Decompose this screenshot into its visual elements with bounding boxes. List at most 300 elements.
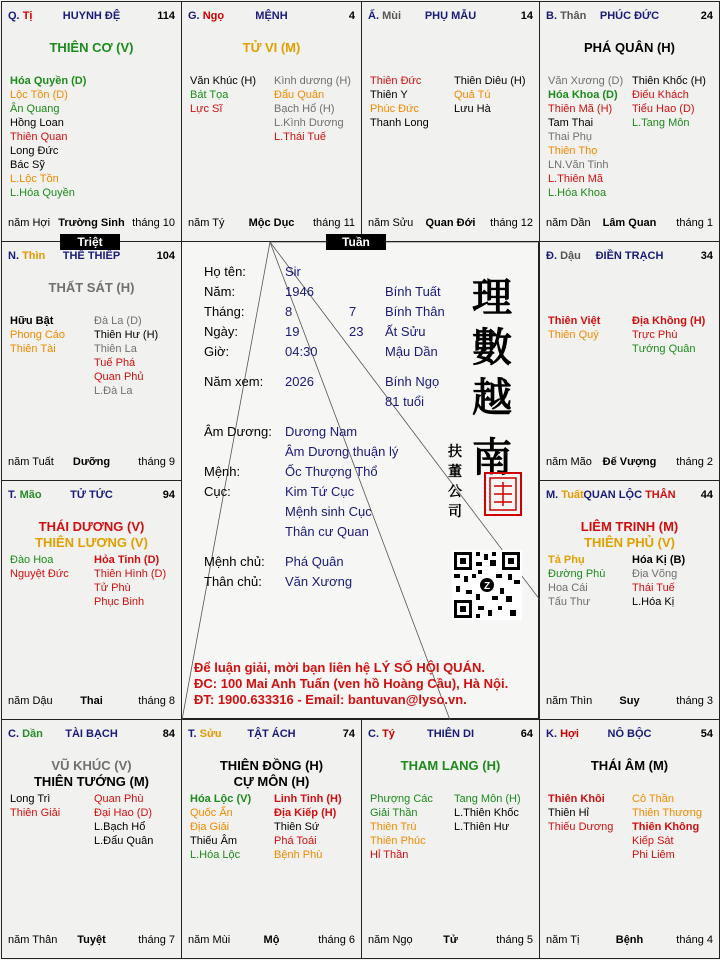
footer-stage: Tuyệt xyxy=(77,934,106,946)
palace-title: HUYNH ĐỆ xyxy=(62,10,121,22)
left-star-column xyxy=(370,74,456,130)
month-lunar: 7 xyxy=(349,304,357,319)
main-stars xyxy=(2,758,181,790)
minor-star: L.Hóa Khoa xyxy=(548,187,607,199)
minor-star: Phượng Các xyxy=(370,793,433,805)
month-can-chi: Bính Thân xyxy=(385,304,445,319)
main-star: THIÊN ĐỒNG (H) xyxy=(219,758,324,773)
palace-title: THẾ THIẾP xyxy=(62,250,121,262)
contact-line-2: ĐC: 100 Mai Anh Tuấn (ven hồ Hoàng Cầu), Hà Nội. xyxy=(194,676,509,691)
minor-star: Thiên Việt xyxy=(548,315,601,327)
right-star-column xyxy=(632,553,720,609)
year-can-chi: Bính Tuất xyxy=(385,284,441,299)
minor-star: L.Thiên Khốc xyxy=(454,807,519,819)
minor-star: Long Trì xyxy=(10,793,51,805)
than-chu-label: Thân chủ: xyxy=(204,574,262,589)
palace-header xyxy=(546,728,713,744)
minor-star: Tấu Thư xyxy=(548,596,591,608)
footer-year: năm Hợi xyxy=(8,217,51,229)
left-star-column xyxy=(548,553,634,609)
branch-element: Sửu xyxy=(199,728,222,740)
left-star-column xyxy=(370,792,456,862)
left-star-column xyxy=(10,74,96,200)
right-star-column xyxy=(632,792,720,862)
palace-header xyxy=(8,10,175,26)
palace-header xyxy=(546,250,713,266)
seal-glyph xyxy=(486,474,520,514)
minor-star: L.Bạch Hổ xyxy=(94,821,146,833)
main-stars xyxy=(540,40,719,56)
minor-star: Đường Phù xyxy=(548,568,606,580)
calligraphy-char-4: 南 xyxy=(472,434,512,481)
footer-year: năm Thân xyxy=(8,934,58,946)
left-star-column xyxy=(190,74,276,116)
minor-star: Hỏa Tinh (D) xyxy=(94,554,160,566)
palace-title: PHỤ MẪU xyxy=(424,10,477,22)
right-star-column xyxy=(454,74,540,116)
minor-star: Bạch Hổ (H) xyxy=(274,103,335,115)
palace-cell-mao[interactable] xyxy=(1,480,182,720)
minor-star: Phi Liêm xyxy=(632,849,675,861)
palace-age-number: 84 xyxy=(162,728,175,740)
palace-name xyxy=(546,489,713,501)
palace-age-number: 24 xyxy=(700,10,713,22)
footer-month: tháng 5 xyxy=(496,934,533,946)
minor-star: Hóa Lộc (V) xyxy=(190,793,252,805)
left-star-column xyxy=(10,553,96,581)
palace-footer xyxy=(8,456,175,470)
footer-month: tháng 2 xyxy=(676,456,713,468)
day-label: Ngày: xyxy=(204,324,238,339)
branch-element: Hợi xyxy=(560,728,579,740)
palace-cell-dau[interactable] xyxy=(539,241,720,481)
palace-title: NÔ BỘC xyxy=(607,728,652,740)
minor-star: Phúc Đức xyxy=(370,103,419,115)
minor-star: Hoa Cái xyxy=(548,582,588,594)
minor-star: Hóa Quyền (D) xyxy=(10,75,87,87)
palace-header xyxy=(546,489,713,505)
minor-star: Thiên Tài xyxy=(10,343,56,355)
minor-star: Linh Tinh (H) xyxy=(274,793,342,805)
minor-star: Thiên Diêu (H) xyxy=(454,75,526,87)
minor-star: L.Hóa Lộc xyxy=(190,849,241,861)
palace-name xyxy=(8,728,175,740)
minor-star: Hồng Loan xyxy=(10,117,64,129)
palace-age-number: 114 xyxy=(157,10,175,22)
minor-star: Bệnh Phù xyxy=(274,849,323,861)
main-star: THIÊN PHỦ (V) xyxy=(584,535,675,550)
age-value: 81 tuổi xyxy=(385,394,425,409)
calligraphy-char-1: 理 xyxy=(472,274,512,321)
day-can-chi: Ất Sửu xyxy=(385,324,426,339)
palace-header xyxy=(8,728,175,744)
main-star: THIÊN CƠ (V) xyxy=(49,40,134,55)
minor-star: Bát Tọa xyxy=(190,89,229,101)
minor-star: L.Thiên Mã xyxy=(548,173,604,185)
footer-month: tháng 1 xyxy=(676,217,713,229)
branch-prefix: Ấ. xyxy=(368,10,379,22)
minor-star: Văn Khúc (H) xyxy=(190,75,257,87)
main-star: THÁI ÂM (M) xyxy=(590,758,669,773)
side-char-1: 扶 xyxy=(448,444,462,460)
minor-star: Văn Xương (D) xyxy=(548,75,624,87)
minor-star: Thiên Khôi xyxy=(548,793,605,805)
palace-name xyxy=(8,10,175,22)
palace-footer xyxy=(546,456,713,470)
left-star-column xyxy=(548,314,634,342)
side-char-3: 公 xyxy=(448,484,462,500)
triet-tag: Triệt xyxy=(60,234,120,250)
menh-label: Mệnh: xyxy=(204,464,241,479)
minor-star: L.Lộc Tồn xyxy=(10,173,59,185)
minor-star: Tả Phụ xyxy=(548,554,585,566)
footer-year: năm Dậu xyxy=(8,695,53,707)
minor-star: L.Hóa Kị xyxy=(632,596,675,608)
main-star: TỬ VI (M) xyxy=(242,40,301,55)
main-stars xyxy=(540,519,719,551)
branch-prefix: N. xyxy=(8,250,19,262)
calligraphy-char-2: 數 xyxy=(472,324,512,371)
minor-star: Kiếp Sát xyxy=(632,835,674,847)
minor-star: Thiên Hỉ xyxy=(548,807,589,819)
svg-text:Z: Z xyxy=(483,581,491,592)
footer-stage: Quan Đới xyxy=(425,217,476,229)
footer-stage: Mộc Dục xyxy=(248,217,295,229)
palace-title: ĐIỀN TRẠCH xyxy=(595,250,664,262)
minor-star: Thiên Giải xyxy=(10,807,61,819)
branch-element: Tý xyxy=(382,728,395,740)
branch-prefix: Đ. xyxy=(546,250,557,262)
footer-stage: Trường Sinh xyxy=(58,217,125,229)
minor-star: Tang Môn (H) xyxy=(454,793,521,805)
branch-prefix: Q. xyxy=(8,10,20,22)
minor-star: L.Hóa Quyền xyxy=(10,187,75,199)
branch-element: Ngọ xyxy=(202,10,225,22)
minor-star: Hóa Kị (B) xyxy=(632,554,686,566)
minor-star: Kình dương (H) xyxy=(274,75,351,87)
footer-year: năm Tuất xyxy=(8,456,54,468)
minor-star: LN.Văn Tinh xyxy=(548,159,609,171)
menh-chu-label: Mệnh chủ: xyxy=(204,554,265,569)
minor-star: L.Tang Môn xyxy=(632,117,690,129)
minor-star: Đẩu Quân xyxy=(274,89,325,101)
right-star-column xyxy=(274,792,362,862)
footer-month: tháng 11 xyxy=(312,217,355,229)
branch-prefix: B. xyxy=(546,10,557,22)
palace-header xyxy=(8,250,175,266)
palace-name xyxy=(546,250,713,262)
palace-footer xyxy=(546,217,713,231)
branch-element: Tuất xyxy=(561,489,584,501)
minor-star: Quốc Ấn xyxy=(190,807,233,819)
minor-star: Trực Phù xyxy=(632,329,678,341)
footer-month: tháng 10 xyxy=(132,217,175,229)
palace-name xyxy=(188,728,355,740)
main-star: THẤT SÁT (H) xyxy=(48,280,135,295)
footer-stage: Suy xyxy=(619,695,640,707)
footer-stage: Mộ xyxy=(263,934,280,946)
main-stars xyxy=(362,758,539,774)
main-star: THIÊN TƯỚNG (M) xyxy=(33,774,150,789)
footer-year: năm Ngọ xyxy=(368,934,413,946)
minor-star: Cô Thần xyxy=(632,793,674,805)
minor-star: Thiếu Âm xyxy=(190,835,238,847)
main-stars xyxy=(2,519,181,551)
minor-star: Thiên Y xyxy=(370,89,408,101)
minor-star: Phá Toái xyxy=(274,835,317,847)
center-panel xyxy=(181,241,539,719)
minor-star: Hóa Khoa (D) xyxy=(548,89,618,101)
minor-star: L.Kình Dương xyxy=(274,117,344,129)
minor-star: Thiên Quý xyxy=(548,329,599,341)
palace-title: THIÊN DI xyxy=(426,728,475,740)
minor-star: L.Đẩu Quân xyxy=(94,835,154,847)
am-duong-label: Âm Dương: xyxy=(204,424,272,439)
palace-footer xyxy=(368,934,533,948)
palace-footer xyxy=(546,695,713,709)
palace-footer xyxy=(8,217,175,231)
minor-star: Thiên Trù xyxy=(370,821,417,833)
palace-footer xyxy=(188,934,355,948)
am-duong-note: Âm Dương thuận lý xyxy=(285,444,399,459)
palace-title: MỆNH xyxy=(255,10,288,22)
palace-title: PHÚC ĐỨC xyxy=(599,10,660,22)
minor-star: Hữu Bật xyxy=(10,315,54,327)
minor-star: Địa Kiếp (H) xyxy=(274,807,337,819)
qr-code-graphic xyxy=(452,550,522,620)
branch-element: Dậu xyxy=(560,250,581,262)
cuc-label: Cục: xyxy=(204,484,231,499)
right-star-column xyxy=(94,792,182,848)
hour-label: Giờ: xyxy=(204,344,230,359)
minor-star: Tuế Phá xyxy=(94,357,136,369)
left-star-column xyxy=(190,792,276,862)
minor-star: Long Đức xyxy=(10,145,59,157)
footer-year: năm Tý xyxy=(188,217,225,229)
minor-star: Phong Cáo xyxy=(10,329,66,341)
palace-age-number: 74 xyxy=(342,728,355,740)
left-star-column xyxy=(548,74,634,200)
minor-star: Nguyệt Đức xyxy=(10,568,69,580)
minor-star: Thiên Đức xyxy=(370,75,422,87)
footer-year: năm Mùi xyxy=(188,934,231,946)
footer-stage: Thai xyxy=(80,695,103,707)
minor-star: Tiểu Hao (D) xyxy=(632,103,695,115)
palace-age-number: 34 xyxy=(700,250,713,262)
palace-cell-ngo[interactable] xyxy=(181,1,362,242)
footer-stage: Dưỡng xyxy=(72,456,111,468)
minor-star: Đà La (D) xyxy=(94,315,142,327)
minor-star: L.Đà La xyxy=(94,385,133,397)
palace-age-number: 104 xyxy=(156,250,175,262)
palace-name xyxy=(546,10,713,22)
main-star: VŨ KHÚC (V) xyxy=(51,758,132,773)
palace-footer xyxy=(368,217,533,231)
minor-star: Thanh Long xyxy=(370,117,429,129)
branch-element: Mùi xyxy=(382,10,402,22)
side-char-2: 董 xyxy=(448,464,462,480)
main-star: LIÊM TRINH (M) xyxy=(580,519,679,534)
main-star: THÁI DƯƠNG (V) xyxy=(38,519,145,534)
minor-star: Lưu Hà xyxy=(454,103,491,115)
palace-cell-suu[interactable] xyxy=(181,719,362,959)
minor-star: Phục Binh xyxy=(94,596,145,608)
branch-prefix: M. xyxy=(546,489,559,501)
branch-element: Thân xyxy=(560,10,587,22)
minor-star: Thiên Sứ xyxy=(274,821,320,833)
contact-line-3: ĐT: 1900.633316 - Email: bantuvan@lyso.vn. xyxy=(194,692,467,707)
footer-month: tháng 3 xyxy=(676,695,713,707)
palace-cell-hoi[interactable] xyxy=(539,719,720,959)
left-star-column xyxy=(548,792,634,834)
right-star-column xyxy=(94,553,182,609)
minor-star: Hỉ Thần xyxy=(370,849,409,861)
than-marker: THÂN xyxy=(645,489,676,501)
main-star: CỰ MÔN (H) xyxy=(233,774,310,789)
view-year-can-chi: Bính Ngọ xyxy=(385,374,440,389)
palace-footer xyxy=(188,217,355,231)
day-lunar: 23 xyxy=(349,324,364,339)
palace-title: TÀI BẠCH xyxy=(65,728,118,740)
palace-cell-tuat[interactable] xyxy=(539,480,720,720)
palace-footer xyxy=(8,934,175,948)
palace-cell-ti[interactable] xyxy=(1,1,182,242)
palace-cell-dan[interactable] xyxy=(1,719,182,959)
footer-year: năm Mão xyxy=(546,456,592,468)
cuc-relation: Mệnh sinh Cục xyxy=(285,504,372,519)
palace-title: QUAN LỘC xyxy=(583,489,643,501)
month-solar: 8 xyxy=(285,304,293,319)
name-label: Họ tên: xyxy=(204,264,246,279)
minor-star: Thiên Phúc xyxy=(370,835,426,847)
minor-star: Điếu Khách xyxy=(632,89,689,101)
palace-header xyxy=(188,728,355,744)
palace-header xyxy=(368,10,533,26)
main-stars xyxy=(540,758,719,774)
minor-star: Giải Thần xyxy=(370,807,418,819)
cuc-value: Kim Tứ Cục xyxy=(285,484,355,499)
branch-prefix: T. xyxy=(188,728,197,740)
minor-star: Thiếu Dương xyxy=(548,821,614,833)
branch-prefix: C. xyxy=(368,728,379,740)
main-stars xyxy=(182,40,361,56)
palace-age-number: 64 xyxy=(520,728,533,740)
footer-year: năm Tị xyxy=(546,934,580,946)
palace-name xyxy=(188,10,355,22)
main-stars xyxy=(182,758,361,790)
year-value: 1946 xyxy=(285,284,314,299)
main-stars xyxy=(2,280,181,296)
view-year-value: 2026 xyxy=(285,374,314,389)
minor-star: Thiên Hư (H) xyxy=(94,329,159,341)
minor-star: Quả Tú xyxy=(454,89,491,101)
hour-value: 04:30 xyxy=(285,344,318,359)
palace-cell-than[interactable] xyxy=(539,1,720,242)
year-label: Năm: xyxy=(204,284,236,299)
side-char-4: 司 xyxy=(448,504,462,520)
footer-month: tháng 12 xyxy=(490,217,533,229)
minor-star: Quan Phù xyxy=(94,793,144,805)
palace-age-number: 54 xyxy=(700,728,713,740)
palace-name xyxy=(8,489,175,501)
branch-element: Mão xyxy=(19,489,42,501)
minor-star: Thiên La xyxy=(94,343,137,355)
minor-star: Thiên Quan xyxy=(10,131,68,143)
palace-footer xyxy=(8,695,175,709)
footer-stage: Đế Vượng xyxy=(602,456,657,468)
minor-star: L.Thái Tuế xyxy=(274,131,326,143)
palace-cell-thin[interactable] xyxy=(1,241,182,481)
minor-star: Địa Không (H) xyxy=(632,315,706,327)
main-stars xyxy=(2,40,181,56)
hour-can-chi: Mậu Dần xyxy=(385,344,438,359)
palace-name xyxy=(368,728,533,740)
minor-star: Quan Phủ xyxy=(94,371,144,383)
right-star-column xyxy=(632,314,720,356)
qr-code[interactable] xyxy=(452,550,522,620)
minor-star: Địa Giải xyxy=(190,821,230,833)
minor-star: Thai Phụ xyxy=(548,131,593,143)
minor-star: Thái Tuế xyxy=(632,582,675,594)
palace-age-number: 4 xyxy=(348,10,355,22)
palace-age-number: 14 xyxy=(520,10,533,22)
minor-star: Thiên Hình (D) xyxy=(94,568,167,580)
main-star: THAM LANG (H) xyxy=(400,758,501,773)
footer-month: tháng 6 xyxy=(318,934,355,946)
branch-prefix: T. xyxy=(8,489,17,501)
month-label: Tháng: xyxy=(204,304,245,319)
menh-chu-value: Phá Quân xyxy=(285,554,344,569)
menh-value: Ốc Thượng Thổ xyxy=(285,464,378,479)
view-year-label: Năm xem: xyxy=(204,374,264,389)
right-star-column xyxy=(274,74,362,144)
footer-year: năm Thìn xyxy=(546,695,593,707)
branch-prefix: C. xyxy=(8,728,19,740)
minor-star: L.Thiên Hư xyxy=(454,821,510,833)
minor-star: Địa Võng xyxy=(632,568,678,580)
name-value: Sir xyxy=(285,264,301,279)
minor-star: Đại Hao (D) xyxy=(94,807,153,819)
palace-name xyxy=(8,250,175,262)
palace-cell-ty[interactable] xyxy=(361,719,540,959)
footer-month: tháng 4 xyxy=(676,934,713,946)
main-star: PHÁ QUÂN (H) xyxy=(584,40,675,55)
am-duong-value: Dương Nam xyxy=(285,424,358,439)
minor-star: Thiên Không xyxy=(632,821,700,833)
footer-stage: Tử xyxy=(443,934,458,946)
palace-header xyxy=(8,489,175,505)
contact-line-1: Để luận giải, mời bạn liên hệ LÝ SỐ HỘI QUÁN. xyxy=(194,660,485,675)
palace-cell-mui[interactable] xyxy=(361,1,540,242)
minor-star: Tướng Quân xyxy=(632,343,696,355)
footer-month: tháng 8 xyxy=(138,695,175,707)
minor-star: Đào Hoa xyxy=(10,554,54,566)
main-star: THIÊN LƯƠNG (V) xyxy=(35,535,148,550)
palace-age-number: 94 xyxy=(162,489,175,501)
footer-year: năm Dần xyxy=(546,217,591,229)
palace-header xyxy=(368,728,533,744)
right-star-column xyxy=(632,74,720,130)
palace-title: TẬT ÁCH xyxy=(247,728,296,740)
minor-star: Thiên Thọ xyxy=(548,145,598,157)
branch-element: Dần xyxy=(22,728,43,740)
branch-element: Thìn xyxy=(22,250,46,262)
minor-star: Lực Sĩ xyxy=(190,103,223,115)
palace-age-number: 44 xyxy=(700,489,713,501)
left-star-column xyxy=(10,314,96,356)
calligraphy-char-3: 越 xyxy=(472,374,512,421)
footer-month: tháng 7 xyxy=(138,934,175,946)
